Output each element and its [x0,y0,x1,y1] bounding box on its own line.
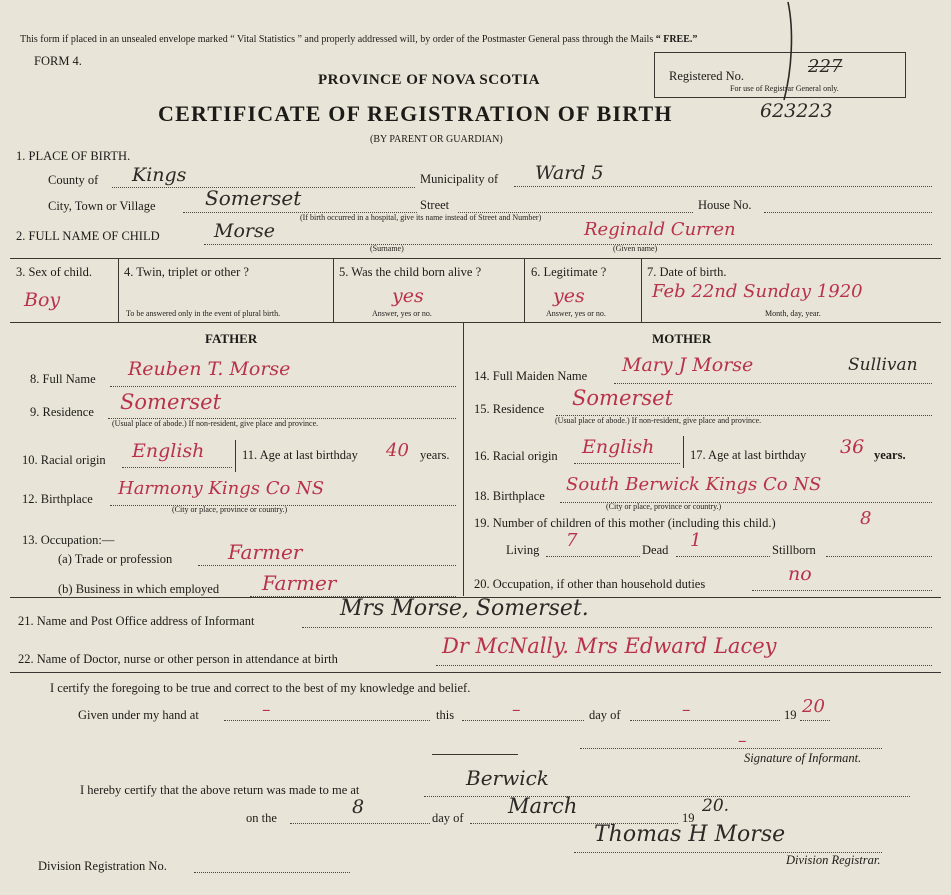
informant-sig-caption: Signature of Informant. [744,751,862,765]
street-label: Street [420,198,450,212]
doctor-value: Dr McNally. Mrs Edward Lacey [442,634,777,658]
mother-residence-note: (Usual place of abode.) If non-resident, give place and province. [555,416,762,425]
given-day-blank: – [512,700,521,720]
child-name-label: 2. FULL NAME OF CHILD [16,229,160,243]
mother-birthplace-value: South Berwick Kings Co NS [566,474,822,495]
certificate-subtitle: (BY PARENT OR GUARDIAN) [370,134,503,145]
father-birthplace-value: Harmony Kings Co NS [118,478,325,499]
sex-label: 3. Sex of child. [16,265,93,279]
doctor-label: 22. Name of Doctor, nurse or other person in attendance at birth [18,652,338,666]
mother-name-label: 14. Full Maiden Name [474,369,588,383]
alive-note: Answer, yes or no. [372,309,432,318]
given-label: Given under my hand at [78,708,199,722]
given-month-line [630,720,780,721]
surname-caption: (Surname) [370,244,404,253]
date-label: 7. Date of birth. [647,265,727,279]
registrar-month-value: March [508,794,578,818]
certify-statement: I certify the foregoing to be true and correct to the best of my knowledge and belief. [50,681,471,695]
given-year-prefix: 19 [784,708,797,722]
father-birthplace-label: 12. Birthplace [22,492,93,506]
informant-line [302,627,932,628]
given-month-blank: – [682,700,691,720]
informant-sig-dots [580,748,882,749]
registrar-year-prefix: 19 [682,811,695,825]
informant-signature-line [432,754,518,755]
mother-heading: MOTHER [652,331,712,346]
legitimate-value: yes [553,285,585,307]
registrar-year-value: 20. [702,796,730,816]
form-number: FORM 4. [34,54,82,68]
municipality-label: Municipality of [420,172,499,186]
row-bottom-rule [10,322,941,323]
registrar-day-value: 8 [352,796,365,818]
registrar-sig-caption: Division Registrar. [786,853,881,867]
given-place-blank: – [262,700,271,720]
mother-occupation-value: no [788,563,812,585]
house-line [764,212,932,213]
registrar-place-value: Berwick [466,766,549,790]
sex-value: Boy [24,289,61,311]
registered-no-label: Registered No. [669,69,744,83]
on-the-label: on the [246,811,277,825]
mail-notice [20,34,697,45]
city-value: Somerset [205,186,302,210]
county-label: County of [48,173,99,187]
divider [641,258,642,322]
stamp-number: 623223 [760,100,833,122]
mother-birthplace-note: (City or place, province or country.) [606,502,722,511]
mother-years: years. [874,448,906,462]
divider [235,440,236,472]
parents-divider [463,323,464,596]
mother-racial-value: English [582,436,655,458]
twin-note: To be answered only in the event of plural birth. [126,309,281,318]
children-label: 19. Number of children of this mother (including this child.) [474,516,776,530]
father-name-label: 8. Full Name [30,372,96,386]
father-residence-value: Somerset [120,390,222,414]
registrar-note: For use of Registrar General only. [730,84,839,93]
father-age-value: 40 [386,440,409,461]
divider [118,258,119,322]
divider [524,258,525,322]
mother-name-line [614,383,932,384]
father-years: years. [420,448,450,462]
mother-racial-label: 16. Racial origin [474,449,558,463]
divider [683,436,684,468]
informant-signature-blank: – [738,731,747,751]
date-value: Feb 22nd Sunday 1920 [652,281,863,302]
trade-line [198,565,456,566]
father-racial-value: English [132,440,205,462]
given-year-line [800,720,830,721]
house-label: House No. [698,198,752,212]
given-line [224,720,430,721]
father-residence-note: (Usual place of abode.) If non-resident, give place and province. [112,419,319,428]
legitimate-note: Answer, yes or no. [546,309,606,318]
mother-occupation-label: 20. Occupation, if other than household duties [474,577,706,591]
certificate-title: CERTIFICATE OF REGISTRATION OF BIRTH [158,101,673,126]
mother-name-correction: Sullivan [848,355,918,375]
place-of-birth-label: 1. PLACE OF BIRTH. [16,149,131,163]
divider [333,258,334,322]
stillborn-line [826,556,932,557]
mother-occupation-line [752,590,932,591]
doctor-line [436,665,932,666]
this-line [462,720,584,721]
certify-top-rule [10,672,941,673]
registrar-signature: Thomas H Morse [594,822,786,847]
division-no-label: Division Registration No. [38,859,167,873]
twin-label: 4. Twin, triplet or other ? [124,265,249,279]
municipality-line [514,186,932,187]
father-birthplace-note: (City or place, province or country.) [172,505,288,514]
informant-label: 21. Name and Post Office address of Informant [18,614,255,628]
registrar-day-of-label: day of [432,811,464,825]
legitimate-label: 6. Legitimate ? [531,265,607,279]
business-value: Farmer [262,571,337,595]
trade-value: Farmer [228,540,303,564]
division-no-line [194,872,350,873]
date-note: Month, day, year. [765,309,821,318]
children-value: 8 [860,508,872,529]
father-name-value: Reuben T. Morse [128,358,291,380]
mother-age-value: 36 [840,436,865,458]
alive-label: 5. Was the child born alive ? [339,265,482,279]
stillborn-label: Stillborn [772,543,816,557]
registrar-statement: I hereby certify that the above return was made to me at [80,783,360,797]
registrar-day-line [290,823,430,824]
trade-label: (a) Trade or profession [58,552,173,566]
hospital-note: (If birth occurred in a hospital, give its name instead of Street and Number) [300,213,542,222]
father-racial-label: 10. Racial origin [22,453,106,467]
living-line [546,556,640,557]
father-name-line [110,386,456,387]
given-day-of-label: day of [589,708,621,722]
dead-value: 1 [690,530,702,551]
given-name-value: Reginald Curren [584,219,736,240]
living-value: 7 [566,530,578,551]
surname-value: Morse [214,220,275,242]
mother-birthplace-label: 18. Birthplace [474,489,545,503]
father-age-label: 11. Age at last birthday [242,448,358,462]
mother-residence-label: 15. Residence [474,402,545,416]
registrar-place-line [424,796,910,797]
mother-name-value: Mary J Morse [622,354,754,376]
county-value: Kings [132,164,187,186]
province-title: PROVINCE OF NOVA SCOTIA [318,72,540,88]
child-name-line [204,244,932,245]
municipality-value: Ward 5 [535,162,604,184]
registered-no-value: 227 [808,56,843,77]
business-label: (b) Business in which employed [58,582,220,596]
living-label: Living [506,543,540,557]
given-caption: (Given name) [613,244,658,253]
father-occupation-label: 13. Occupation:— [22,533,115,547]
this-label: this [436,708,455,722]
father-racial-line [122,467,232,468]
alive-value: yes [392,285,424,307]
city-label: City, Town or Village [48,199,156,213]
mother-age-label: 17. Age at last birthday [690,448,807,462]
free-label: “ FREE.” [655,34,698,45]
dead-label: Dead [642,543,669,557]
mother-residence-value: Somerset [572,386,674,410]
dead-line [676,556,770,557]
mail-notice-text: This form if placed in an unsealed envelope marked “ Vital Statistics ” and properly addressed will, by order of the Postmaster General pass through the Mails [20,34,654,45]
father-heading: FATHER [205,331,258,346]
given-year-value: 20 [802,696,825,717]
row-top-rule [10,258,941,259]
father-residence-label: 9. Residence [30,405,94,419]
informant-value: Mrs Morse, Somerset. [340,596,589,621]
mother-racial-line [574,463,680,464]
